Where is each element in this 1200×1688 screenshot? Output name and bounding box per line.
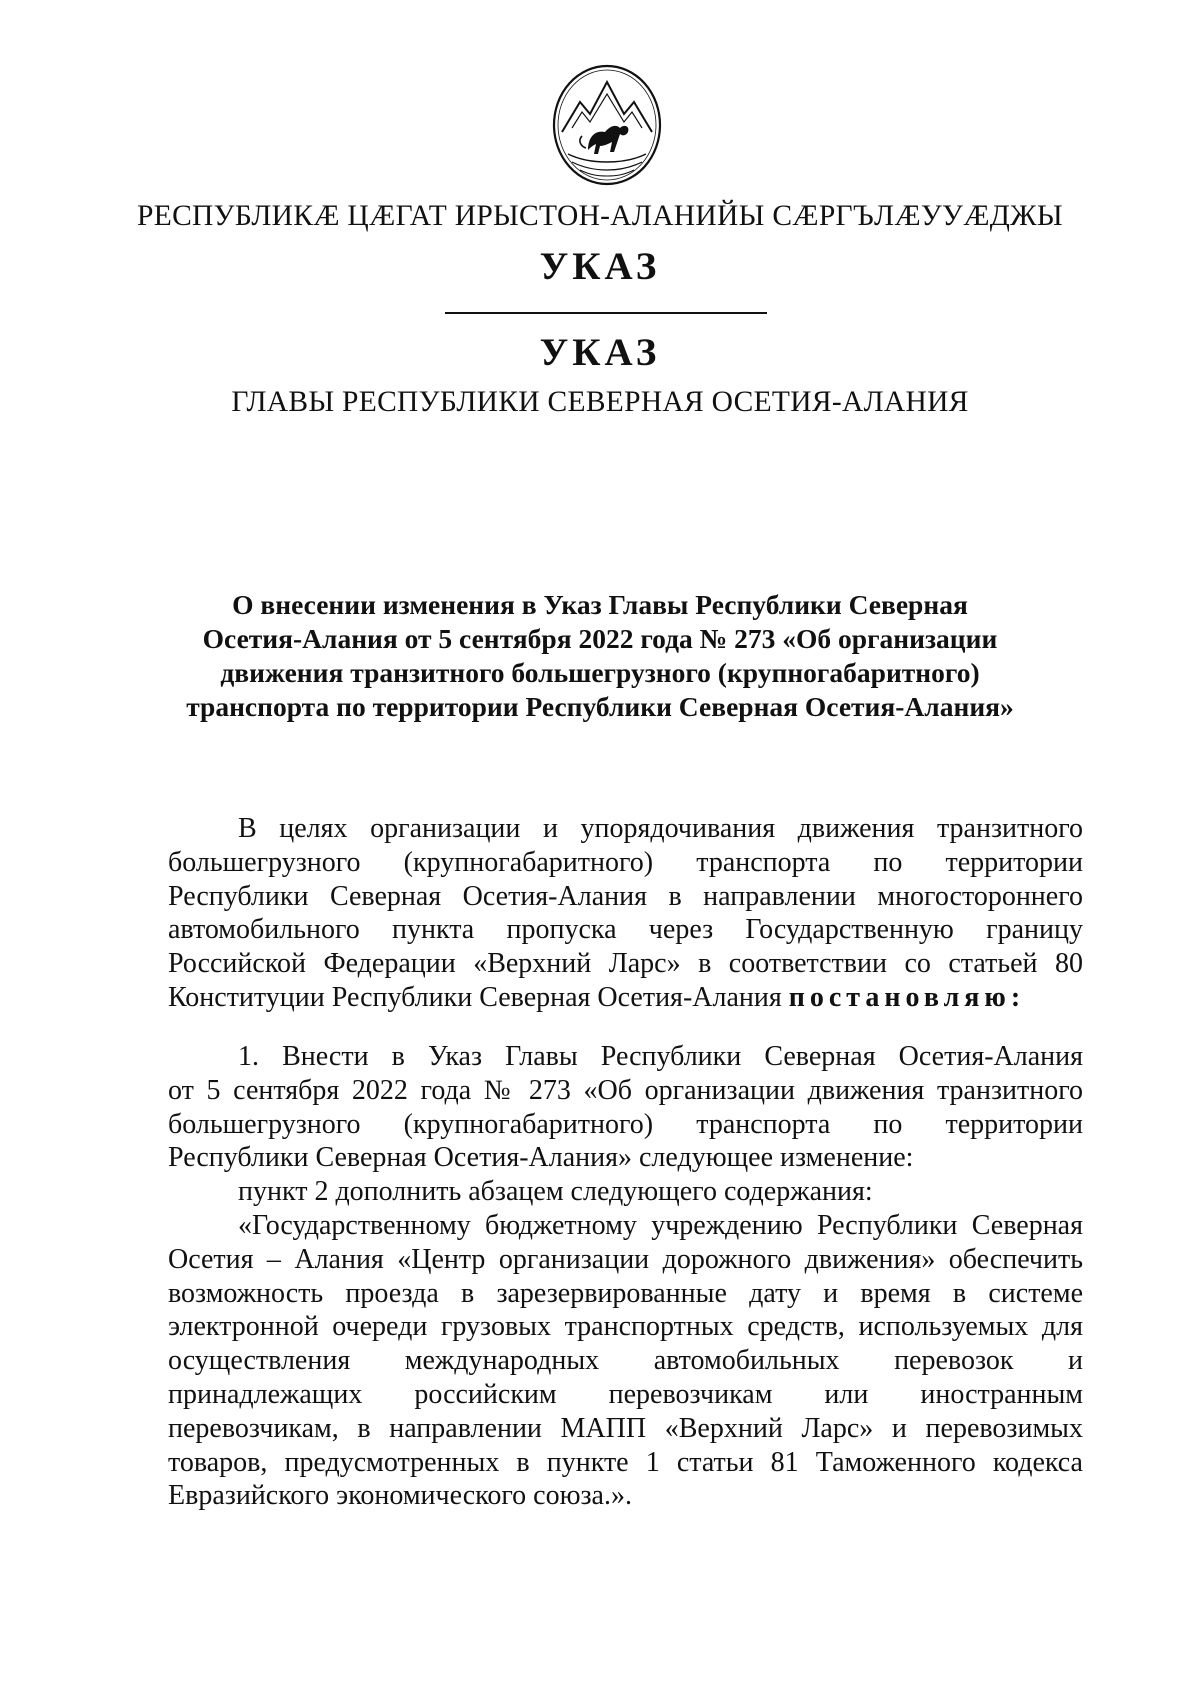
item-line: Осетия – Алания «Центр организации дорожного движения» обеспечить	[168, 1243, 1083, 1275]
republic-coat-of-arms-emblem	[550, 62, 664, 188]
resolve-word: постановляю:	[788, 981, 1026, 1013]
title-line: О внесении изменения в Указ Главы Республики Северная	[232, 589, 968, 620]
item-line: принадлежащих российским перевозчикам или иностранным	[168, 1378, 1083, 1410]
preamble-paragraph	[168, 812, 1083, 1015]
preamble-line: Республики Северная Осетия-Алания в направлении многостороннего	[168, 880, 1083, 912]
item-line: возможность проезда в зарезервированные дату и время в системе	[168, 1277, 1083, 1309]
title-line: транспорта по территории Республики Северная Осетия-Алания»	[186, 691, 1014, 722]
header-divider	[445, 312, 767, 314]
header-ossetian-line: РЕСПУБЛИКӔ ЦӔГАТ ИРЫСТОН-АЛАНИЙЫ СӔРГЪЛӔУУӔДЖЫ	[137, 200, 1063, 232]
decree-heading-ossetian: УКАЗ	[539, 245, 661, 288]
item-line: от 5 сентября 2022 года № 273 «Об организации движения транзитного	[168, 1074, 1083, 1106]
item-line: пункт 2 дополнить абзацем следующего содержания:	[238, 1176, 873, 1208]
preamble-line: автомобильного пункта пропуска через Государственную границу	[168, 914, 1083, 946]
item-line: осуществления международных автомобильных перевозок и	[168, 1345, 1083, 1377]
item-line: перевозчикам, в направлении МАПП «Верхний Ларс» и перевозимых	[168, 1412, 1083, 1444]
title-line: Осетия-Алания от 5 сентября 2022 года № 273 «Об организации	[202, 623, 998, 654]
preamble-line: Российской Федерации «Верхний Ларс» в соответствии со статьей 80	[168, 948, 1083, 980]
item-line: «Государственному бюджетному учреждению Республики Северная	[238, 1209, 1083, 1241]
item-line: 1. Внести в Указ Главы Республики Северная Осетия-Алания	[238, 1041, 1083, 1072]
item-line: Республики Северная Осетия-Алания» следующее изменение:	[168, 1142, 914, 1174]
title-line: движения транзитного большегрузного (крупногабаритного)	[220, 657, 980, 688]
preamble-last-line	[168, 981, 1083, 1015]
item-line: электронной очереди грузовых транспортных средств, используемых для	[168, 1311, 1083, 1343]
preamble-line: Конституции Республики Северная Осетия-Алания	[168, 981, 782, 1013]
item-line: товаров, предусмотренных в пункте 1 статьи 81 Таможенного кодекса	[168, 1446, 1083, 1478]
item-1-paragraph	[168, 1040, 1083, 1513]
preamble-line: В целях организации и упорядочивания движения транзитного	[238, 813, 1083, 844]
header-russian-line: ГЛАВЫ РЕСПУБЛИКИ СЕВЕРНАЯ ОСЕТИЯ-АЛАНИЯ	[231, 386, 969, 418]
item-line: большегрузного (крупногабаритного) транспорта по территории	[168, 1108, 1083, 1140]
decree-heading-russian: УКАЗ	[539, 331, 661, 374]
preamble-line: большегрузного (крупногабаритного) транспорта по территории	[168, 846, 1083, 878]
decree-title	[150, 588, 1050, 724]
item-line: Евразийского экономического союза.».	[168, 1480, 632, 1512]
